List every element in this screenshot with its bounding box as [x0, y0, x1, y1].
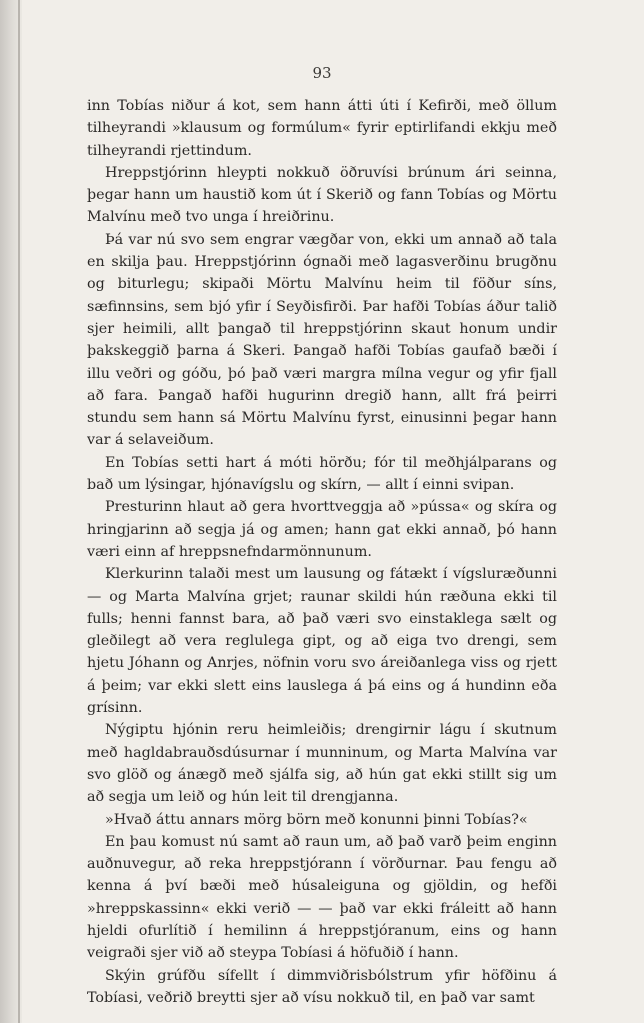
page-binding-edge: [0, 0, 22, 1023]
page-number: 93: [312, 64, 332, 82]
paragraph: Skýin grúfðu sífellt í dimmviðrisbólstrum yfir höfðinu á Tobíasi, veðrið breytti sjer að vísu nokkuð til, en það var samt: [87, 967, 557, 1006]
paragraph: Nýgiptu hjónin reru heimleiðis; drengirnir lágu í skutnum með hagldabrauðsdúsurnar í munninum, og Marta Malvína var svo glöð og ánægð með sjálfa sig, að hún gat ekki stillt sig um að segja um leið og hún leit til drengjanna.: [87, 722, 557, 806]
paragraph: En Tobías setti hart á móti hörðu; fór til meðhjálparans og bað um lýsingar, hjónavígslu og skírn, — allt í einni svipan.: [87, 454, 557, 494]
body-text: [87, 95, 557, 1009]
paragraph: Klerkurinn talaði mest um lausung og fátækt í vígsluræðunni — og Marta Malvína grjet; raunar skildi hún ræðuna ekki til fulls; henni fannst bara, að það væri svo einstaklega sælt og gleðilegt að vera reglulega gipt, og að eiga tvo drengi, sem hjetu Jóhann og Anrjes, nöfnin voru svo áreiðanlega viss og rjett á þeim; var ekki slett eins lauslega á þá eins og á hundinn eða grísinn.: [87, 566, 557, 717]
paragraph: Presturinn hlaut að gera hvorttveggja að »pússa« og skíra og hringjarinn að segja já og amen; hann gat ekki annað, þó hann væri einn af hreppsnefndarmönnunum.: [87, 499, 557, 560]
paragraph: Hreppstjórinn hleypti nokkuð öðruvísi brúnum ári seinna, þegar hann um haustið kom út í Skerið og fann Tobías og Mörtu Malvínu með tvo unga í hreiðrinu.: [87, 164, 557, 226]
paragraph: »Hvað áttu annars mörg börn með konunni þinni Tobías?«: [105, 811, 528, 828]
paragraph: En þau komust nú samt að raun um, að það varð þeim enginn auðnuvegur, að reka hreppstjórann í vörðurnar. Þau fengu að kenna á því bæði með húsaleiguna og gjöldin, og hefði »hreppskassinn« ekki verið — — það var ekki fráleitt að hann hjeldi ofurlítið í hemilinn á hreppstjóranum, eins og hann veigraði sjer við að steypa Tobíasi á höfuðið í hann.: [87, 833, 557, 962]
paragraph: Þá var nú svo sem engrar vægðar von, ekki um annað að tala en skilja þau. Hreppstjórinn ógnaði með lagasverðinu brugðnu og biturlegu; skipaði Mörtu Malvínu heim til föður síns, sæfinnsins, sem bjó yfir í Seyðisfirði. Þar hafði Tobías áður talið sjer heimili, allt þangað til hreppstjórinn skaut honum undir þakskeggið þarna á Skeri. Þangað hafði Tobías gaufað bæði í illu veðri og góðu, þó það væri margra mílna vegur og yfir fjall að fara. Þangað hafði hugurinn dregið hann, allt frá þeirri stundu sem hann sá Mörtu Malvínu fyrst, einusinni þegar hann var á selaveiðum.: [87, 231, 557, 449]
paragraph: inn Tobías niður á kot, sem hann átti úti í Kefirði, með öllum tilheyrandi »klausum og formúlum« fyrir eptirlifandi ekkju með tilheyrandi rjettindum.: [87, 98, 557, 159]
